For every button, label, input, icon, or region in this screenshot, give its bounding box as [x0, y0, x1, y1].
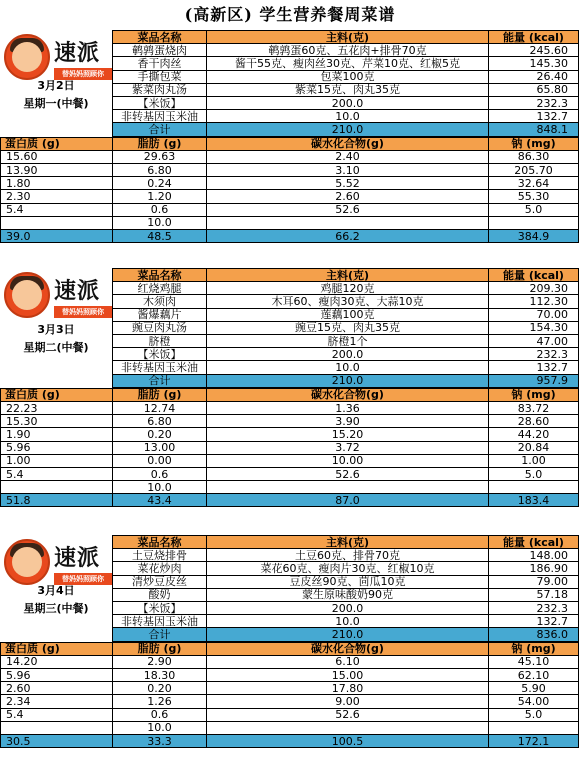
nutrient-row: [1, 655, 579, 668]
fat-value: 2.90: [113, 655, 207, 668]
total-energy: 836.0: [489, 628, 579, 641]
nutrient-row: [1, 216, 579, 229]
dish-ingredients: 蒙生原味酸奶90克: [207, 588, 489, 601]
nutrient-row: [1, 481, 579, 494]
sodium-value: 5.0: [489, 708, 579, 721]
dish-ingredients: 10.0: [207, 615, 489, 628]
energy-header: 能量 (kcal): [489, 31, 579, 44]
nutrient-total-row: [1, 734, 579, 747]
menu-weekday: 星期三(中餐): [23, 601, 89, 615]
dish-name: 手撕包菜: [113, 70, 207, 83]
dish-energy: 245.60: [489, 44, 579, 57]
menu-row: [113, 110, 579, 123]
dish-ingredients: 豌豆15克、肉丸35克: [207, 321, 489, 334]
dish-name: 红烧鸡腿: [113, 282, 207, 295]
protein-value: 5.96: [1, 668, 113, 681]
dish-ingredients: 紫菜15克、肉丸35克: [207, 83, 489, 96]
nutrient-header-row: [1, 642, 579, 655]
protein-value: 14.20: [1, 655, 113, 668]
sodium-value: 62.10: [489, 668, 579, 681]
logo-text: 速派: [54, 279, 101, 304]
protein-value: [1, 481, 113, 494]
brand-logo: [0, 268, 112, 328]
dish-name: 鹌鹑蛋烧肉: [113, 44, 207, 57]
menu-header-row: [113, 269, 579, 282]
dish-ingredients: 包菜100克: [207, 70, 489, 83]
nutrient-row: [1, 190, 579, 203]
dish-energy: 70.00: [489, 308, 579, 321]
protein-value: 2.34: [1, 695, 113, 708]
dish-ingredients: 10.0: [207, 110, 489, 123]
carb-value: [207, 216, 489, 229]
fat-value: 0.00: [113, 454, 207, 467]
total-carb-value: 100.5: [207, 734, 489, 747]
menu-weekday: 星期二(中餐): [23, 341, 89, 355]
fat-value: 0.6: [113, 708, 207, 721]
sodium-value: 86.30: [489, 150, 579, 163]
sodium-value: 1.00: [489, 454, 579, 467]
carb-value: 3.10: [207, 163, 489, 176]
dish-energy: 145.30: [489, 57, 579, 70]
protein-value: [1, 721, 113, 734]
menu-row: [113, 361, 579, 374]
menu-row: [113, 70, 579, 83]
menu-row: [113, 549, 579, 562]
dish-name: 脐橙: [113, 334, 207, 347]
total-label: 合计: [113, 123, 207, 136]
menu-row: [113, 588, 579, 601]
menu-date: 3月3日: [37, 323, 75, 337]
carb-header: 碳水化合物(g): [207, 137, 489, 150]
dish-name: 【米饭】: [113, 601, 207, 614]
fat-value: 13.00: [113, 441, 207, 454]
dish-name: 菜花炒肉: [113, 562, 207, 575]
menu-row: [113, 57, 579, 70]
dish-energy: 26.40: [489, 70, 579, 83]
carb-header: 碳水化合物(g): [207, 642, 489, 655]
dish-name: 【米饭】: [113, 348, 207, 361]
dish-ingredients: 土豆60克、排骨70克: [207, 549, 489, 562]
dish-ingredients: 200.0: [207, 96, 489, 109]
menu-date: 3月2日: [37, 78, 75, 92]
nutrient-row: [1, 454, 579, 467]
carb-value: 52.6: [207, 467, 489, 480]
nutrient-total-row: [1, 229, 579, 242]
nutrient-row: [1, 441, 579, 454]
logo-text: 速派: [54, 41, 101, 66]
total-sodium-value: 172.1: [489, 734, 579, 747]
dish-energy: 148.00: [489, 549, 579, 562]
protein-value: 15.30: [1, 415, 113, 428]
dish-name: 香干肉丝: [113, 57, 207, 70]
nutrient-total-row: [1, 494, 579, 507]
nutrient-row: [1, 203, 579, 216]
logo-text: 速派: [54, 546, 101, 571]
ingredients-header: 主料(克): [207, 269, 489, 282]
sodium-value: 5.0: [489, 203, 579, 216]
total-sodium-value: 183.4: [489, 494, 579, 507]
dish-header: 菜品名称: [113, 269, 207, 282]
protein-value: 5.4: [1, 467, 113, 480]
nutrient-row: [1, 428, 579, 441]
dish-ingredients: 10.0: [207, 361, 489, 374]
nutrient-table: [0, 642, 579, 749]
dish-name: 酱爆藕片: [113, 308, 207, 321]
carb-value: 52.6: [207, 203, 489, 216]
mascot-face: [12, 547, 42, 577]
total-fat-value: 48.5: [113, 229, 207, 242]
nutrient-row: [1, 721, 579, 734]
dish-energy: 47.00: [489, 334, 579, 347]
carb-value: [207, 481, 489, 494]
protein-value: 5.4: [1, 203, 113, 216]
ingredients-header: 主料(克): [207, 536, 489, 549]
dish-energy: 132.7: [489, 361, 579, 374]
sodium-header: 钠 (mg): [489, 137, 579, 150]
fat-header: 脂肪 (g): [113, 137, 207, 150]
dish-name: 木须肉: [113, 295, 207, 308]
dish-energy: 186.90: [489, 562, 579, 575]
menu-row: [113, 308, 579, 321]
total-energy: 957.9: [489, 374, 579, 387]
sodium-value: 54.00: [489, 695, 579, 708]
protein-value: 5.4: [1, 708, 113, 721]
nutrient-table: [0, 137, 579, 244]
dish-name: 【米饭】: [113, 96, 207, 109]
total-fat-value: 43.4: [113, 494, 207, 507]
fat-value: 6.80: [113, 415, 207, 428]
total-carb-value: 87.0: [207, 494, 489, 507]
total-fat-value: 33.3: [113, 734, 207, 747]
menu-row: [113, 601, 579, 614]
energy-header: 能量 (kcal): [489, 536, 579, 549]
menu-row: [113, 615, 579, 628]
menu-row: [113, 562, 579, 575]
total-label: 合计: [113, 628, 207, 641]
carb-value: 3.90: [207, 415, 489, 428]
sodium-value: 44.20: [489, 428, 579, 441]
menu-header-row: [113, 31, 579, 44]
carb-value: 15.00: [207, 668, 489, 681]
fat-value: 18.30: [113, 668, 207, 681]
total-energy: 848.1: [489, 123, 579, 136]
carb-value: 1.36: [207, 401, 489, 414]
sodium-value: 45.10: [489, 655, 579, 668]
page-title: (高新区) 学生营养餐周菜谱: [184, 5, 396, 24]
protein-header: 蛋白质 (g): [1, 137, 113, 150]
protein-value: 1.80: [1, 177, 113, 190]
fat-value: 29.63: [113, 150, 207, 163]
fat-value: 0.6: [113, 467, 207, 480]
menu-table: [112, 30, 579, 137]
nutrient-row: [1, 708, 579, 721]
sodium-value: 205.70: [489, 163, 579, 176]
fat-value: 0.20: [113, 428, 207, 441]
menu-total-row: [113, 628, 579, 641]
protein-value: 5.96: [1, 441, 113, 454]
menu-total-row: [113, 374, 579, 387]
fat-value: 0.24: [113, 177, 207, 190]
carb-value: 15.20: [207, 428, 489, 441]
sodium-value: [489, 721, 579, 734]
fat-header: 脂肪 (g): [113, 642, 207, 655]
dish-energy: 209.30: [489, 282, 579, 295]
menu-row: [113, 83, 579, 96]
total-carb-value: 66.2: [207, 229, 489, 242]
logo-slogan: 替妈妈照顾你: [54, 306, 112, 318]
carb-value: 2.60: [207, 190, 489, 203]
nutrient-header-row: [1, 137, 579, 150]
fat-value: 1.26: [113, 695, 207, 708]
sodium-header: 钠 (mg): [489, 388, 579, 401]
dish-ingredients: 豆皮丝90克、茴瓜10克: [207, 575, 489, 588]
nutrient-row: [1, 415, 579, 428]
dish-energy: 79.00: [489, 575, 579, 588]
menu-row: [113, 334, 579, 347]
dish-energy: 65.80: [489, 83, 579, 96]
protein-value: 1.90: [1, 428, 113, 441]
dish-ingredients: 菜花60克、瘦肉片30克、红椒10克: [207, 562, 489, 575]
carb-value: 52.6: [207, 708, 489, 721]
dish-ingredients: 鹌鹑蛋60克、五花肉+排骨70克: [207, 44, 489, 57]
sodium-value: 32.64: [489, 177, 579, 190]
dish-energy: 232.3: [489, 96, 579, 109]
menu-row: [113, 96, 579, 109]
fat-value: 0.6: [113, 203, 207, 216]
dish-ingredients: 200.0: [207, 348, 489, 361]
mascot-face: [12, 280, 42, 310]
menu-total-row: [113, 123, 579, 136]
sodium-value: 20.84: [489, 441, 579, 454]
total-protein-value: 51.8: [1, 494, 113, 507]
sodium-value: [489, 481, 579, 494]
protein-value: 2.30: [1, 190, 113, 203]
dish-name: 紫菜肉丸汤: [113, 83, 207, 96]
nutrient-table: [0, 388, 579, 508]
menu-row: [113, 282, 579, 295]
sodium-value: 83.72: [489, 401, 579, 414]
dish-header: 菜品名称: [113, 536, 207, 549]
dish-name: 豌豆肉丸汤: [113, 321, 207, 334]
nutrient-row: [1, 163, 579, 176]
dish-name: 土豆烧排骨: [113, 549, 207, 562]
dish-ingredients: 鸡腿120克: [207, 282, 489, 295]
total-label: 合计: [113, 374, 207, 387]
fat-value: 12.74: [113, 401, 207, 414]
carb-value: 3.72: [207, 441, 489, 454]
menu-table: [112, 268, 579, 388]
dish-energy: 154.30: [489, 321, 579, 334]
menu-row: [113, 348, 579, 361]
protein-value: 1.00: [1, 454, 113, 467]
total-ingredients: 210.0: [207, 123, 489, 136]
menu-row: [113, 295, 579, 308]
ingredients-header: 主料(克): [207, 31, 489, 44]
fat-value: 0.20: [113, 682, 207, 695]
nutrient-row: [1, 401, 579, 414]
dish-energy: 132.7: [489, 615, 579, 628]
dish-ingredients: 莲藕100克: [207, 308, 489, 321]
sodium-value: 28.60: [489, 415, 579, 428]
dish-name: 非转基因玉米油: [113, 615, 207, 628]
carb-header: 碳水化合物(g): [207, 388, 489, 401]
sodium-value: 55.30: [489, 190, 579, 203]
total-ingredients: 210.0: [207, 628, 489, 641]
menu-row: [113, 321, 579, 334]
dish-header: 菜品名称: [113, 31, 207, 44]
carb-value: 5.52: [207, 177, 489, 190]
dish-energy: 232.3: [489, 601, 579, 614]
fat-value: 1.20: [113, 190, 207, 203]
fat-value: 10.0: [113, 721, 207, 734]
fat-value: 10.0: [113, 216, 207, 229]
menu-row: [113, 575, 579, 588]
sodium-value: 5.90: [489, 682, 579, 695]
total-ingredients: 210.0: [207, 374, 489, 387]
nutrient-row: [1, 467, 579, 480]
carb-value: 6.10: [207, 655, 489, 668]
nutrient-row: [1, 668, 579, 681]
protein-value: 22.23: [1, 401, 113, 414]
date-block: [0, 321, 112, 357]
menu-date: 3月4日: [37, 583, 75, 597]
nutrient-row: [1, 177, 579, 190]
carb-value: 10.00: [207, 454, 489, 467]
dish-name: 非转基因玉米油: [113, 110, 207, 123]
carb-value: 2.40: [207, 150, 489, 163]
dish-name: 酸奶: [113, 588, 207, 601]
date-block: [0, 77, 112, 113]
sodium-header: 钠 (mg): [489, 642, 579, 655]
dish-name: 非转基因玉米油: [113, 361, 207, 374]
menu-table: [112, 535, 579, 642]
sodium-value: 5.0: [489, 467, 579, 480]
protein-value: 13.90: [1, 163, 113, 176]
carb-value: [207, 721, 489, 734]
dish-energy: 232.3: [489, 348, 579, 361]
dish-ingredients: 酱干55克、瘦肉丝30克、芹菜10克、红椒5克: [207, 57, 489, 70]
dish-ingredients: 200.0: [207, 601, 489, 614]
carb-value: 17.80: [207, 682, 489, 695]
protein-value: 15.60: [1, 150, 113, 163]
dish-ingredients: 木耳60、瘦肉30克、大蒜10克: [207, 295, 489, 308]
dish-energy: 112.30: [489, 295, 579, 308]
date-block: [0, 582, 112, 618]
protein-header: 蛋白质 (g): [1, 642, 113, 655]
logo-slogan: 替妈妈照顾你: [54, 573, 112, 585]
dish-energy: 132.7: [489, 110, 579, 123]
nutrient-header-row: [1, 388, 579, 401]
dish-energy: 57.18: [489, 588, 579, 601]
fat-header: 脂肪 (g): [113, 388, 207, 401]
fat-value: 10.0: [113, 481, 207, 494]
logo-slogan: 替妈妈照顾你: [54, 68, 112, 80]
mascot-face: [12, 42, 42, 72]
sodium-value: [489, 216, 579, 229]
protein-value: 2.60: [1, 682, 113, 695]
dish-name: 清炒豆皮丝: [113, 575, 207, 588]
total-protein-value: 39.0: [1, 229, 113, 242]
energy-header: 能量 (kcal): [489, 269, 579, 282]
menu-header-row: [113, 536, 579, 549]
total-protein-value: 30.5: [1, 734, 113, 747]
nutrient-row: [1, 682, 579, 695]
dish-ingredients: 脐橙1个: [207, 334, 489, 347]
carb-value: 9.00: [207, 695, 489, 708]
protein-header: 蛋白质 (g): [1, 388, 113, 401]
menu-row: [113, 44, 579, 57]
nutrient-row: [1, 695, 579, 708]
protein-value: [1, 216, 113, 229]
total-sodium-value: 384.9: [489, 229, 579, 242]
fat-value: 6.80: [113, 163, 207, 176]
menu-weekday: 星期一(中餐): [23, 96, 89, 110]
nutrient-row: [1, 150, 579, 163]
